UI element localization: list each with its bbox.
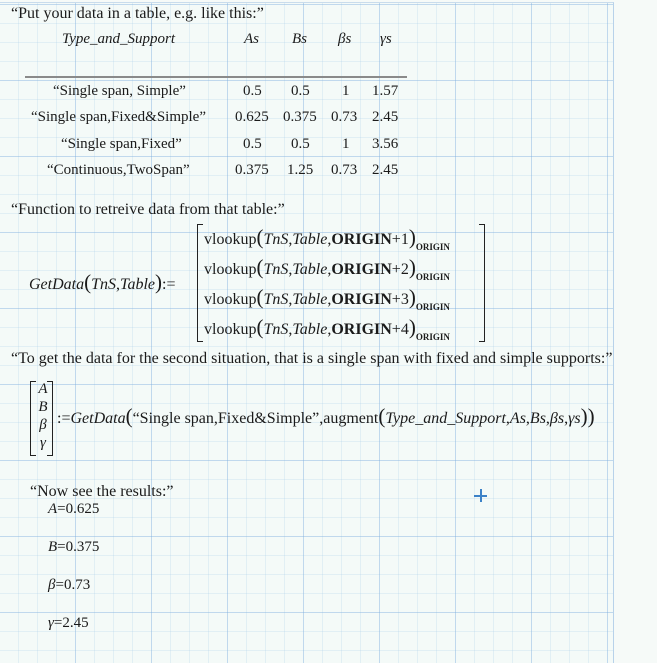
cell-as: 0.625: [235, 109, 269, 125]
cell-type: “Single span,Fixed&Simple”: [31, 109, 206, 125]
table-header-as: As: [244, 31, 259, 47]
result-b[interactable]: B=0.375: [48, 539, 100, 555]
results-text-region[interactable]: “Now see the results:”: [30, 483, 174, 500]
cell-gamma: 2.45: [372, 162, 399, 178]
cell-type: “Single span, Simple”: [53, 83, 186, 99]
cell-beta: 1: [342, 136, 350, 152]
cell-type: “Single span,Fixed”: [61, 136, 182, 152]
cell-gamma: 2.45: [372, 109, 399, 125]
cell-gamma: 3.56: [372, 136, 399, 152]
intro-text-region[interactable]: “Put your data in a table, e.g. like this:”: [11, 5, 264, 22]
matrix-row-2: $vlookup(TnS,Table,ORIGIN+2)_{ORIGIN}$: [204, 255, 450, 282]
cell-bs: 1.25: [287, 162, 314, 178]
function-signature: GetData(TnS,Table):=: [29, 270, 176, 294]
crosshair-cursor-icon: [474, 489, 487, 502]
table-header-bs: Bs: [292, 31, 307, 47]
matrix-right-bracket: [479, 224, 485, 342]
table-header-type: Type_and_Support: [62, 31, 176, 47]
cell-bs: 0.5: [291, 83, 310, 99]
result-a[interactable]: A=0.625: [48, 501, 100, 517]
vector-left-bracket: [30, 381, 36, 456]
result-gamma[interactable]: γ=2.45: [48, 615, 89, 631]
cell-bs: 0.375: [283, 109, 317, 125]
cell-beta: 0.73: [331, 162, 358, 178]
cell-as: 0.375: [235, 162, 269, 178]
cell-as: 0.5: [243, 136, 262, 152]
getdata-call: :=GetData(“Single span,Fixed&Simple”,augment(Type_and_Support,As,Bs,βs,γs)): [57, 404, 595, 428]
result-vector: A B β γ: [38, 381, 48, 451]
result-beta[interactable]: β=0.73: [48, 577, 91, 593]
table-header-gamma: γs: [380, 31, 392, 47]
matrix-row-3: $vlookup(TnS,Table,ORIGIN+3)_{ORIGIN}$: [204, 285, 450, 312]
function-text-region[interactable]: “Function to retreive data from that table:”: [11, 201, 285, 218]
matrix-left-bracket: [197, 224, 203, 342]
cell-gamma: 1.57: [372, 83, 399, 99]
cell-type: “Continuous,TwoSpan”: [47, 162, 190, 178]
cell-beta: 1: [342, 83, 350, 99]
matrix-row-1: $vlookup(TnS,Table,ORIGIN+1)_{ORIGIN}$: [204, 225, 450, 252]
second-situation-text-region[interactable]: “To get the data for the second situation, that is a single span with fixed and simple supports:”: [11, 350, 613, 367]
table-header-beta: βs: [338, 31, 352, 47]
cell-as: 0.5: [243, 83, 262, 99]
cell-bs: 0.5: [291, 136, 310, 152]
cell-beta: 0.73: [331, 109, 358, 125]
table-header-divider: [25, 76, 407, 78]
matrix-row-4: $vlookup(TnS,Table,ORIGIN+4)_{ORIGIN}$: [204, 315, 450, 342]
